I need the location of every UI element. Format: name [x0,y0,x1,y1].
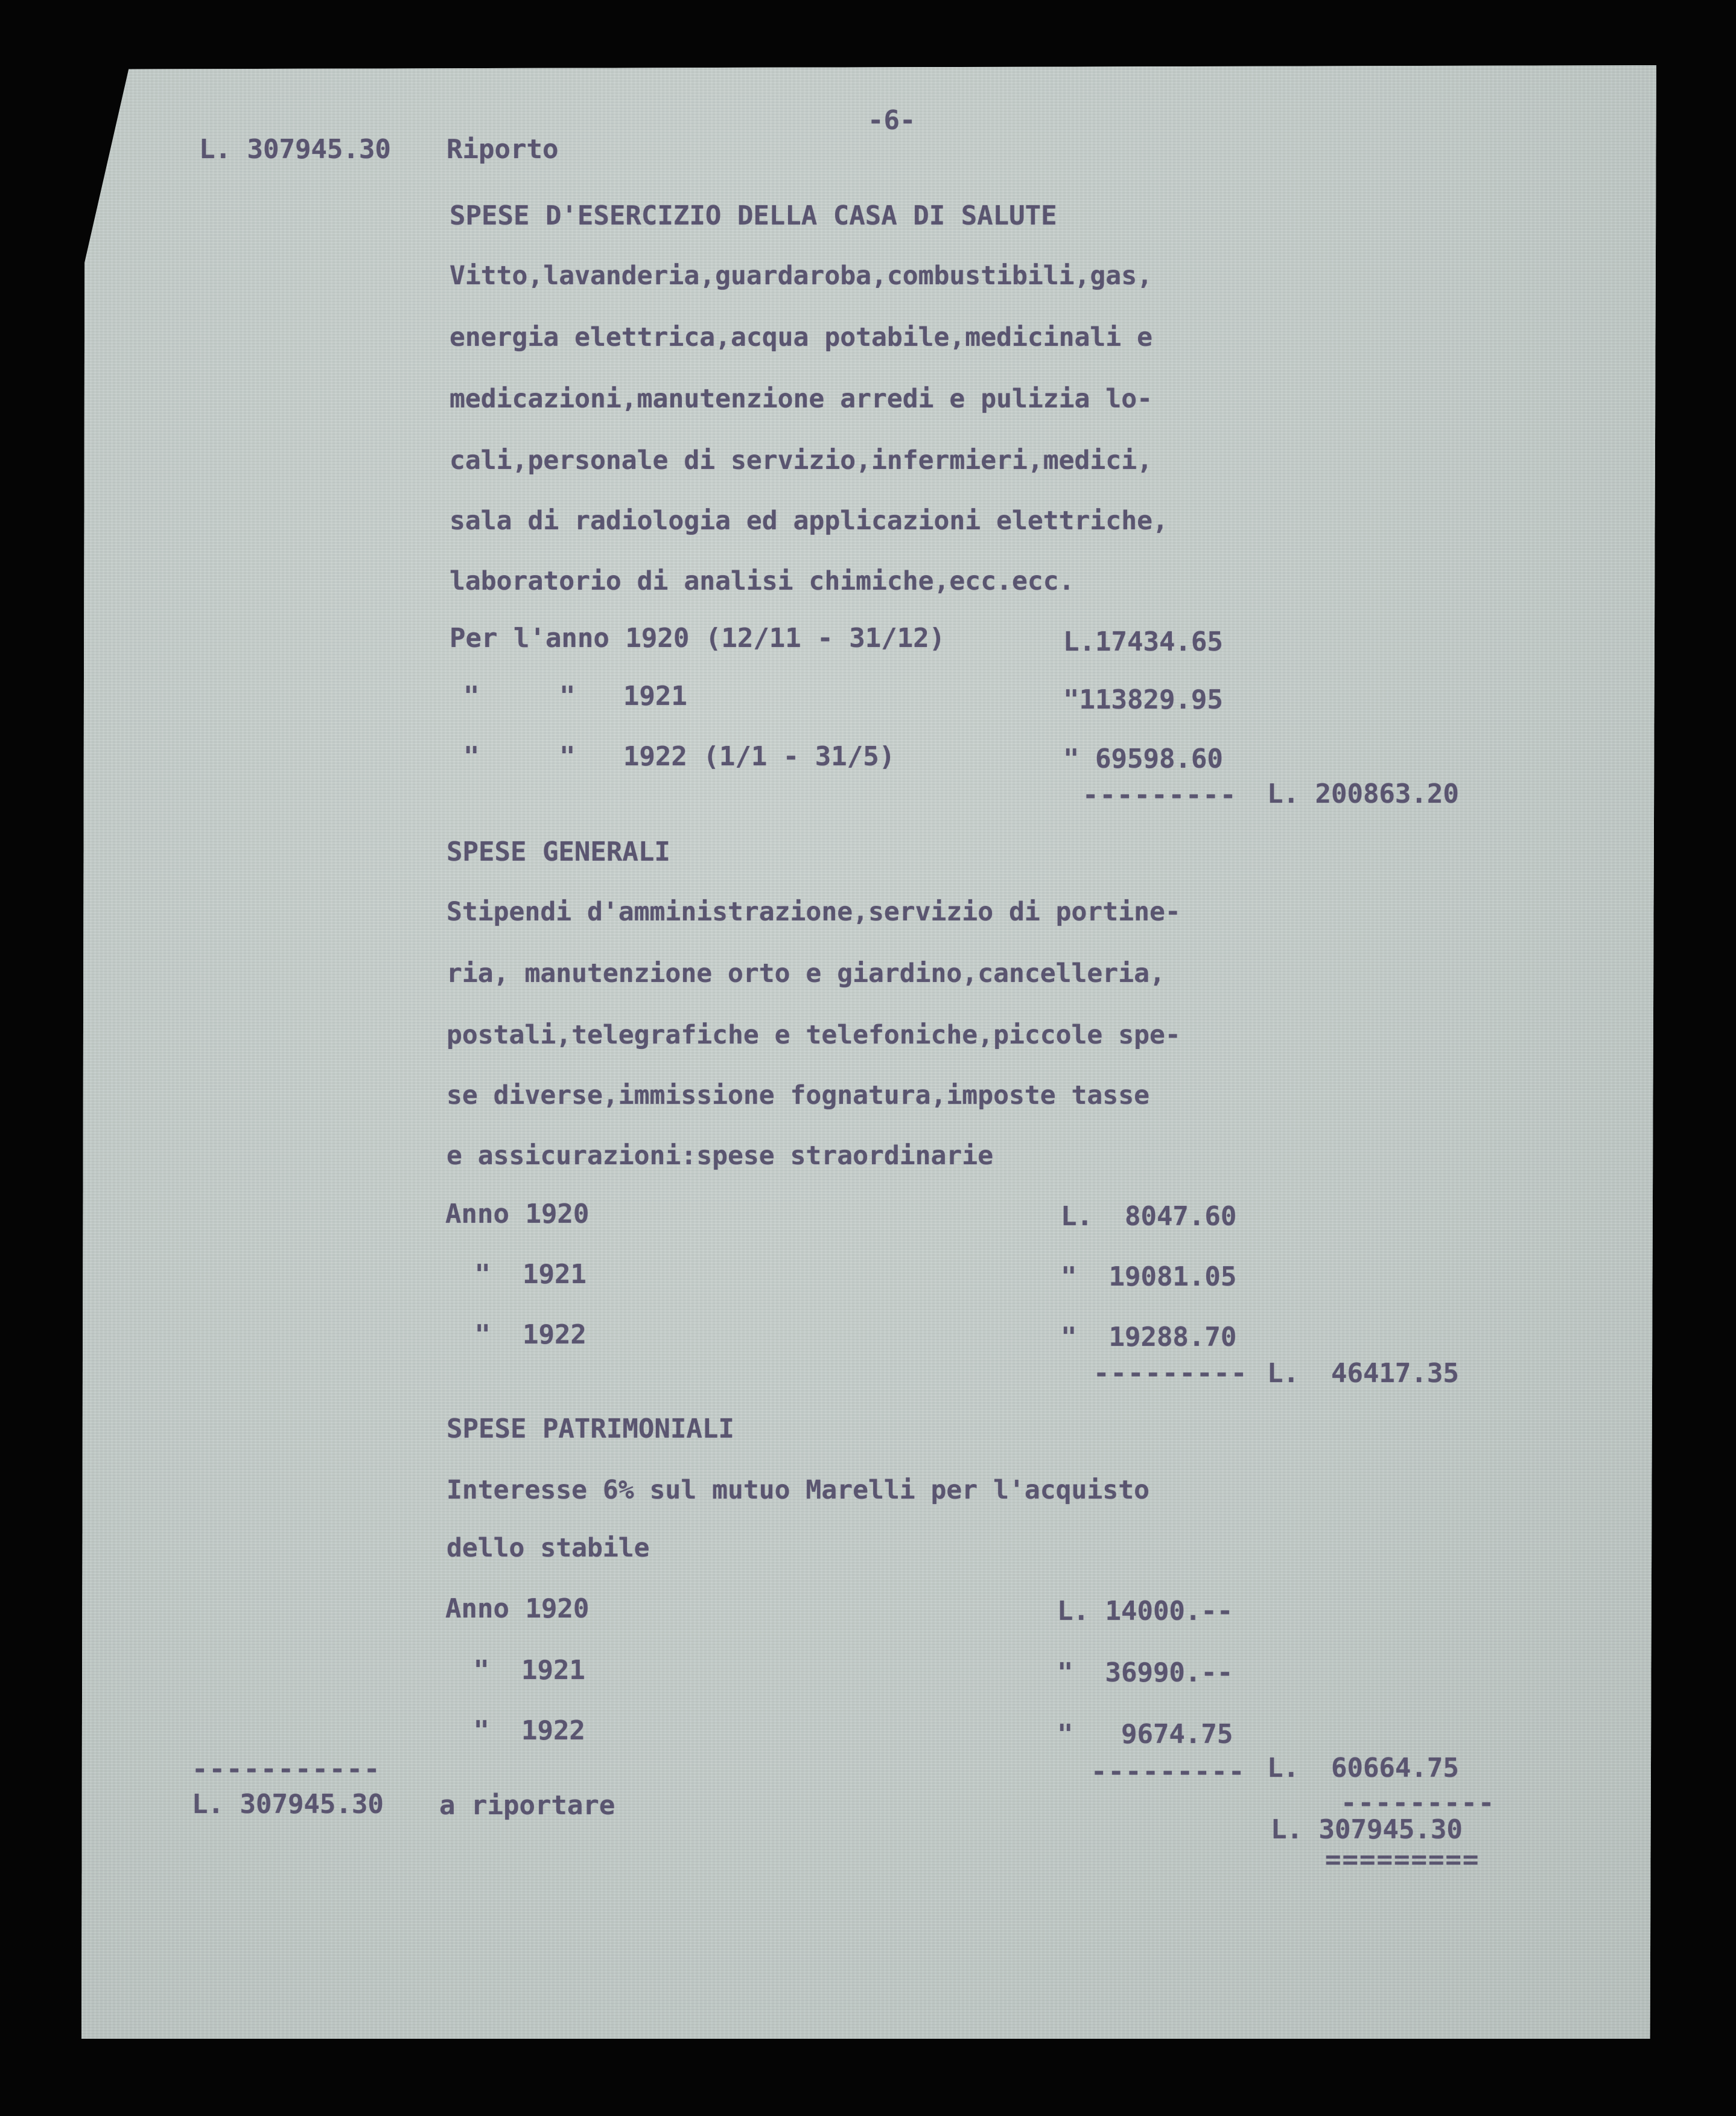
header-amount: L. 307945.30 [199,134,391,165]
section1-row-amount: "113829.95 [1063,684,1223,715]
footer-dashes-right: --------- [1341,1788,1496,1818]
section3-row-label: Anno 1920 [445,1593,590,1624]
section2-row-amount: " 19081.05 [1061,1261,1237,1292]
section1-total: L. 200863.20 [1267,779,1459,809]
footer-amount: L. 307945.30 [192,1789,384,1820]
footer-dashes-left: ----------- [192,1754,381,1785]
section3-title: SPESE PATRIMONIALI [447,1413,734,1444]
section2-line: Stipendi d'amministrazione,servizio di portine- [447,897,1181,927]
section1-line: laboratorio di analisi chimiche,ecc.ecc. [450,566,1075,596]
section2-row-label: Anno 1920 [445,1199,590,1229]
section2-dashes: --------- [1093,1358,1248,1389]
grand-total: L. 307945.30 [1271,1814,1463,1845]
document-page [81,65,1656,2039]
grand-total-double-rule: ========= [1325,1844,1480,1875]
section3-line: dello stabile [447,1533,650,1563]
section1-line: Vitto,lavanderia,guardaroba,combustibili,gas, [450,261,1153,291]
section3-dashes: --------- [1091,1756,1246,1787]
section1-row-label: Per l'anno 1920 (12/11 - 31/12) [450,623,946,654]
section1-line: cali,personale di servizio,infermieri,medici, [450,445,1153,476]
section1-line: medicazioni,manutenzione arredi e pulizia lo- [450,384,1153,414]
section3-row-amount: L. 14000.-- [1057,1596,1233,1627]
footer-label: a riportare [439,1790,615,1821]
section3-row-label: " 1922 [457,1715,585,1746]
section2-line: se diverse,immissione fognatura,imposte tasse [447,1080,1149,1111]
section1-dashes: --------- [1083,780,1238,811]
section2-line: e assicurazioni:spese straordinarie [447,1141,994,1171]
section2-total: L. 46417.35 [1267,1358,1459,1389]
section2-row-label: " 1922 [459,1319,587,1350]
section1-line: sala di radiologia ed applicazioni elettriche, [450,506,1168,536]
section1-row-amount: " 69598.60 [1063,744,1223,774]
section3-row-amount: " 9674.75 [1057,1719,1233,1750]
section3-row-amount: " 36990.-- [1057,1657,1233,1688]
section2-row-label: " 1921 [459,1259,587,1290]
section1-title: SPESE D'ESERCIZIO DELLA CASA DI SALUTE [450,200,1057,231]
section2-row-amount: L. 8047.60 [1061,1201,1237,1232]
page-number: -6- [868,105,916,136]
section3-row-label: " 1921 [457,1655,585,1686]
section2-line: ria, manutenzione orto e giardino,cancelleria, [447,958,1165,989]
header-label: Riporto [447,134,559,165]
section1-row-amount: L.17434.65 [1063,626,1223,657]
section3-total: L. 60664.75 [1267,1753,1459,1783]
section2-row-amount: " 19288.70 [1061,1322,1237,1353]
section1-row-label: " " 1922 (1/1 - 31/5) [463,741,895,772]
section1-row-label: " " 1921 [463,681,687,712]
section1-line: energia elettrica,acqua potabile,medicinali e [450,322,1153,352]
section2-title: SPESE GENERALI [447,837,670,867]
section3-line: Interesse 6% sul mutuo Marelli per l'acquisto [447,1475,1149,1505]
section2-line: postali,telegrafiche e telefoniche,piccole spe- [447,1020,1181,1050]
